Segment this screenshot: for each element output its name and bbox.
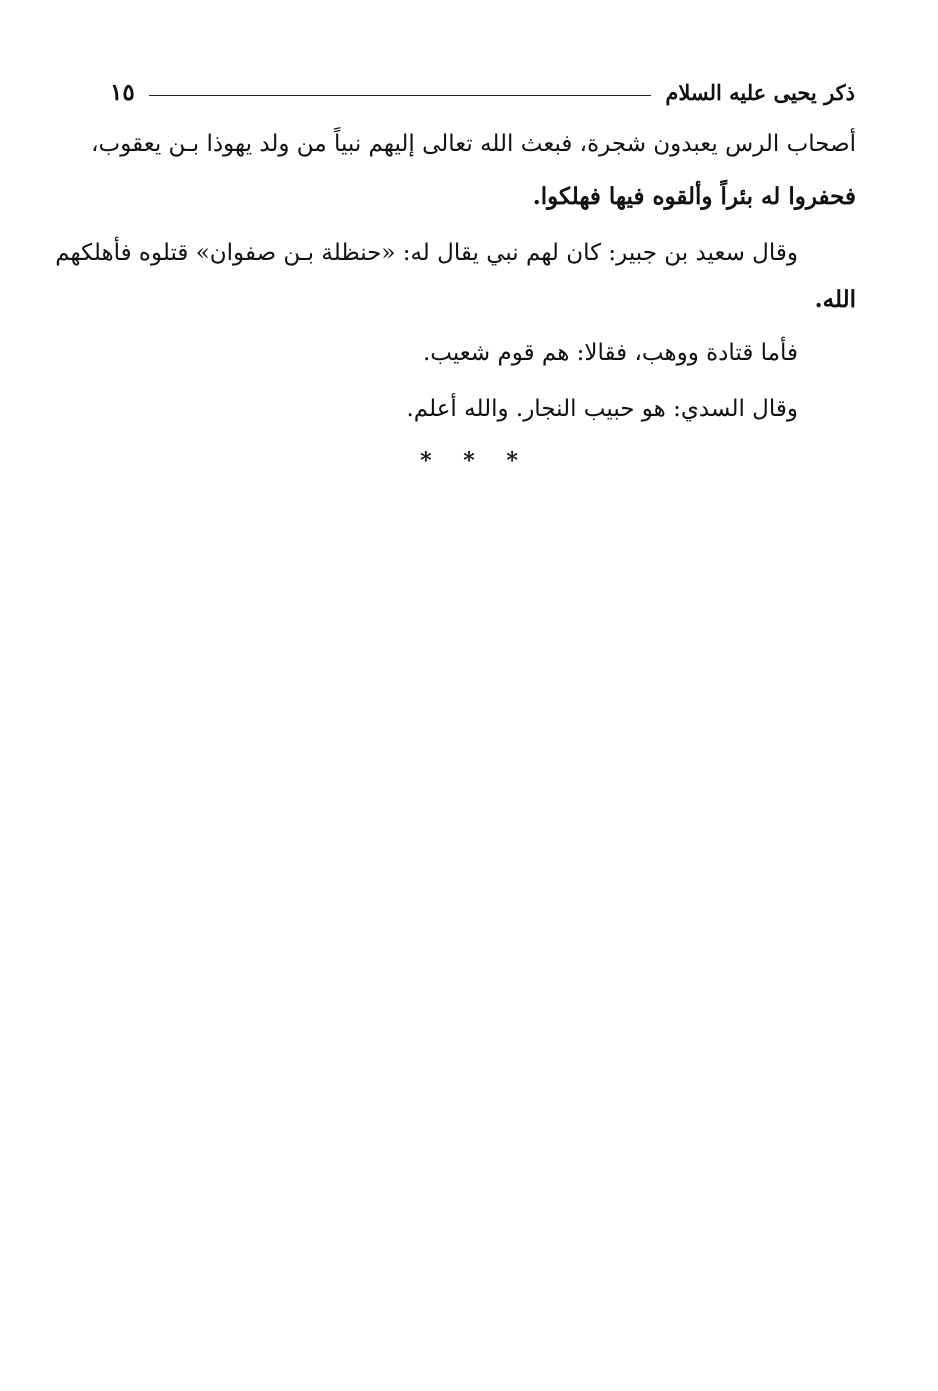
chapter-title: ذكر يحيى عليه السلام bbox=[665, 79, 855, 105]
body-line-2: فحفروا له بئراً وألقوه فيها فهلكوا. bbox=[532, 183, 856, 210]
section-separator: * * * bbox=[420, 448, 530, 474]
body-line-3: وقال سعيد بن جبير: كان لهم نبي يقال له: «حنظلة بـن صفوان» قتلوه فأهلكهم bbox=[55, 240, 798, 266]
page-number: ١٥ bbox=[110, 78, 135, 106]
body-line-1: أصحاب الرس يعبدون شجرة، فبعث الله تعالى إليهم نبياً من ولد يهوذا بـن يعقوب، bbox=[91, 131, 856, 157]
body-line-6: وقال السدي: هو حبيب النجار. والله أعلم. bbox=[406, 396, 798, 422]
running-header bbox=[110, 72, 855, 112]
header-rule bbox=[149, 95, 652, 96]
body-line-4: الله. bbox=[814, 286, 856, 313]
body-line-5: فأما قتادة ووهب، فقالا: هم قوم شعيب. bbox=[422, 340, 798, 366]
